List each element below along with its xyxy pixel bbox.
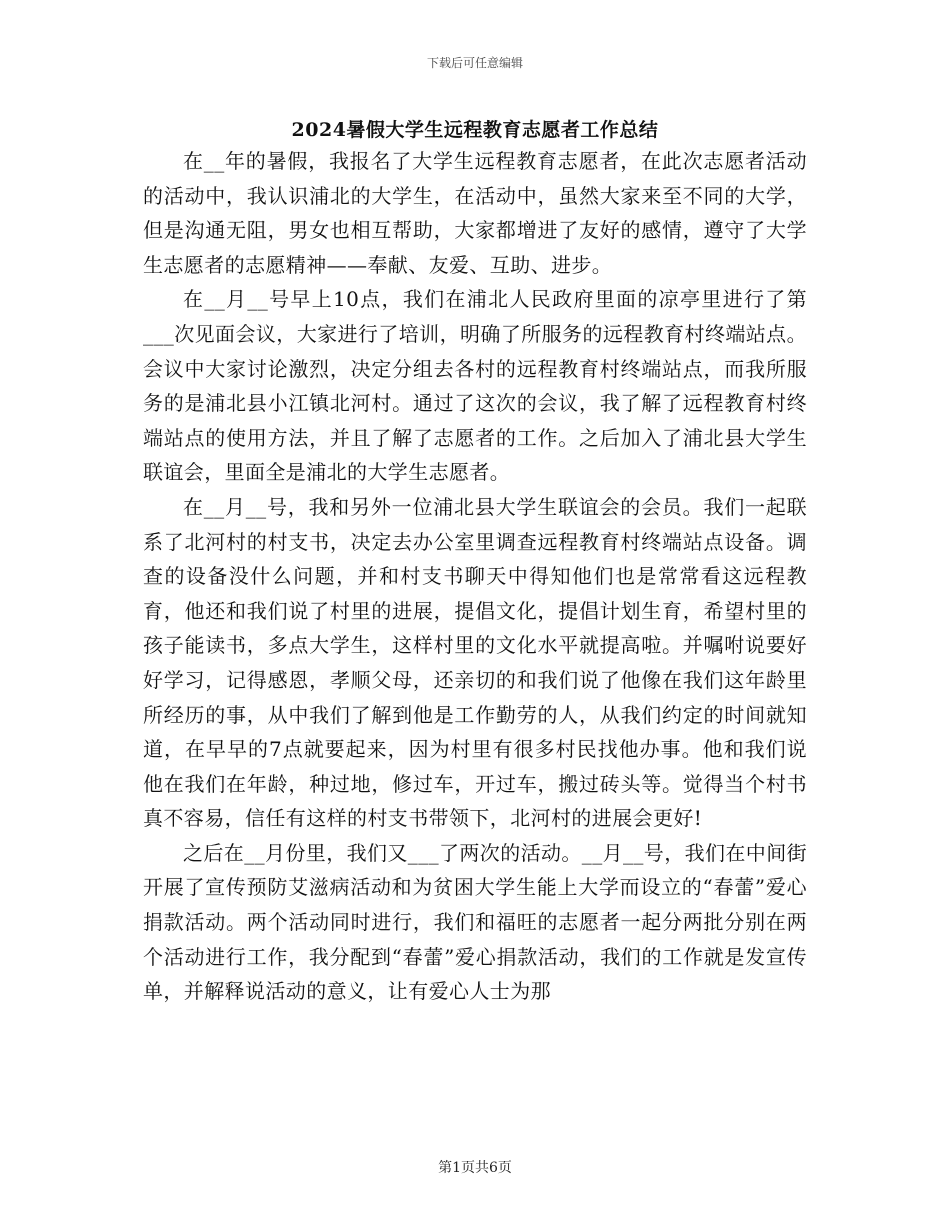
document-title: 2024暑假大学生远程教育志愿者工作总结 (291, 119, 659, 141)
document-body (143, 144, 807, 1009)
header-note: 下载后可任意编辑 (426, 56, 523, 70)
paragraph-2: 在__月__号早上10点，我们在浦北人民政府里面的凉亭里进行了第___次见面会议，大家进行了培训，明确了所服务的远程教育村终端站点。会议中大家讨论激烈，决定分组去各村的远程教育村终端站点，而我所服务的是浦北县小江镇北河村。通过了这次的会议，我了解了远程教育村终端站点的使用方法，并且了解了志愿者的工作。之后加入了浦北县大学生联谊会，里面全是浦北的大学生志愿者。 (143, 287, 807, 485)
page-number: 第1页共6页 (438, 1160, 512, 1176)
paragraph-1: 在__年的暑假，我报名了大学生远程教育志愿者，在此次志愿者活动的活动中，我认识浦北的大学生，在活动中，虽然大家来至不同的大学，但是沟通无阻，男女也相互帮助，大家都增进了友好的感情，遵守了大学生志愿者的志愿精神——奉献、友爱、互助、进步。 (143, 149, 807, 277)
paragraph-4: 之后在__月份里，我们又___了两次的活动。__月__号，我们在中间街开展了宣传预防艾滋病活动和为贫困大学生能上大学而设立的“春蕾”爱心捐款活动。两个活动同时进行，我们和福旺的志愿者一起分两批分别在两个活动进行工作，我分配到“春蕾”爱心捐款活动，我们的工作就是发宣传单，并解释说活动的意义，让有爱心人士为那 (143, 840, 807, 1004)
paragraph-3: 在__月__号，我和另外一位浦北县大学生联谊会的会员。我们一起联系了北河村的村支书，决定去办公室里调查远程教育村终端站点设备。调查的设备没什么问题，并和村支书聊天中得知他们也是常常看这远程教育，他还和我们说了村里的进展，提倡文化，提倡计划生育，希望村里的孩子能读书，多点大学生，这样村里的文化水平就提高啦。并嘱咐说要好好学习，记得感恩，孝顺父母，还亲切的和我们说了他像在我们这年龄里所经历的事，从中我们了解到他是工作勤劳的人，从我们约定的时间就知道，在早早的7点就要起来，因为村里有很多村民找他办事。他和我们说他在我们在年龄，种过地，修过车，开过车，搬过砖头等。觉得当个村书真不容易，信任有这样的村支书带领下，北河村的进展会更好! (143, 494, 807, 831)
